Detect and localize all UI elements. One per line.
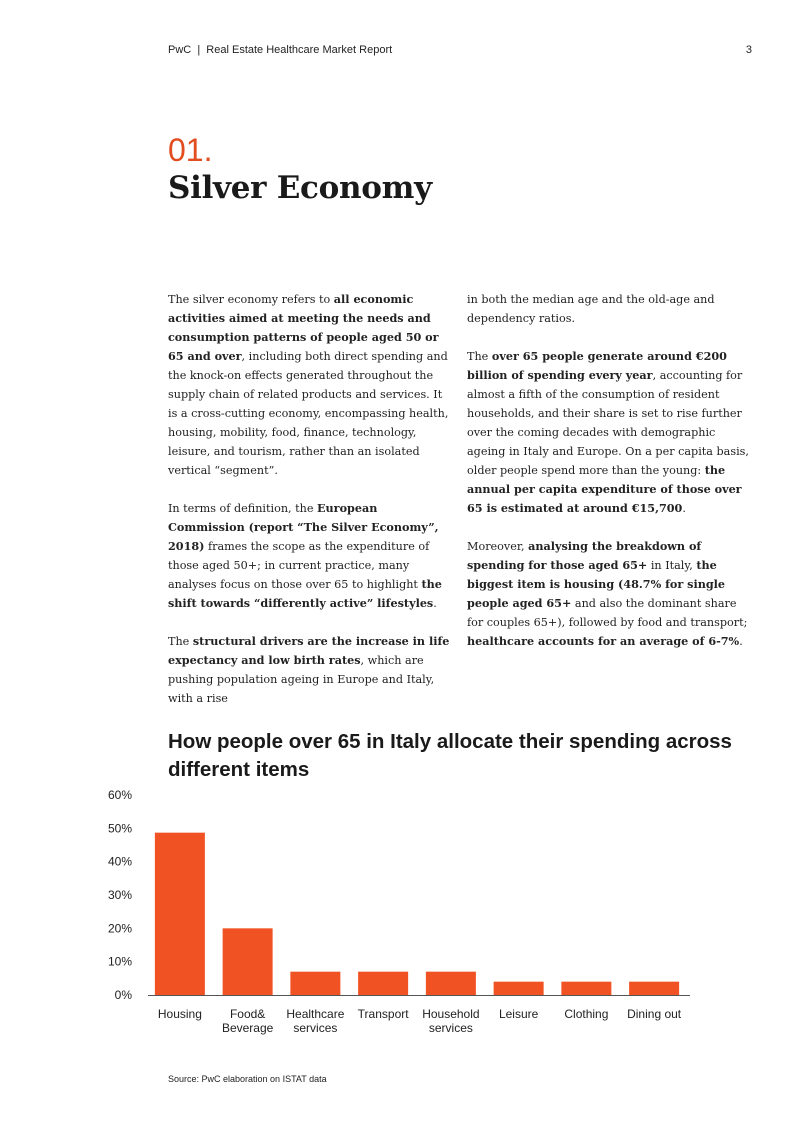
page-header <box>168 44 752 60</box>
bold-text: over 65 people generate around €200 billion of spending every year <box>467 349 727 382</box>
source-note: Source: PwC elaboration on ISTAT data <box>168 1074 327 1084</box>
x-tick-label: Household <box>422 1007 480 1021</box>
chart-canvas <box>0 780 800 1050</box>
bar <box>155 833 205 995</box>
paragraph <box>168 632 453 708</box>
x-tick-label: Beverage <box>221 1021 274 1035</box>
section-number: 01. <box>168 132 213 168</box>
bold-text: healthcare accounts for an average of 6-7% <box>467 634 740 648</box>
x-tick-label: Healthcare <box>286 1007 345 1021</box>
x-tick-label: services <box>428 1021 473 1035</box>
paragraph <box>467 290 752 328</box>
bold-text: European Commission (report “The Silver Economy”, 2018) <box>168 501 439 553</box>
text-run: . <box>682 502 686 515</box>
text-run: , including both direct spending and the knock-on effects generated throughout the supply chain of related products and services. It is a cross-cutting economy, encompassing health, housing, mobility, food, finance, technology, leisure, and tourism, rather than an isolated vertical “segment”. <box>168 350 449 477</box>
text-run: The <box>168 635 193 648</box>
text-run: , which are pushing population ageing in Europe and Italy, with a rise <box>168 654 435 705</box>
x-tick-label: Leisure <box>498 1007 539 1021</box>
bar <box>290 972 340 995</box>
text-run: in Italy, <box>647 559 697 572</box>
report-title: PwC | Real Estate Healthcare Market Report <box>168 44 393 56</box>
chart-title: How people over 65 in Italy allocate their spending across different items <box>168 730 732 781</box>
right-text-column <box>467 290 752 651</box>
bar-chart <box>0 780 800 1050</box>
x-tick-label: Dining out <box>627 1007 682 1021</box>
text-run: . <box>739 635 743 648</box>
x-tick-label: services <box>293 1021 338 1035</box>
text-run: frames the scope as the expenditure of those aged 50+; in current practice, many analyses focus on those over 65 to highlight <box>168 540 430 591</box>
paragraph <box>467 537 752 651</box>
y-tick-label: 0% <box>114 988 132 1002</box>
bar <box>561 982 611 995</box>
x-tick-label: Housing <box>157 1007 202 1021</box>
page-number: 3 <box>745 44 752 56</box>
text-run: The silver economy refers to <box>168 293 334 306</box>
y-tick-label: 10% <box>107 954 132 969</box>
text-run: Moreover, <box>467 540 529 553</box>
bold-text: analysing the breakdown of spending for those aged 65+ <box>467 539 702 572</box>
bold-text: structural drivers are the increase in life expectancy and low birth rates <box>168 634 450 667</box>
y-tick-label: 30% <box>107 888 132 902</box>
bold-text: the annual per capita expenditure of those over 65 is estimated at around €15,700 <box>467 463 742 515</box>
text-run: , accounting for almost a fifth of the consumption of resident households, and their share is set to rise further over the coming decades with demographic ageing in Italy and Europe. On a per capita basis, older people spend more than the young: <box>467 369 749 477</box>
bold-text: the biggest item is housing (48.7% for single people aged 65+ <box>467 558 726 610</box>
bold-text: the shift towards “differently active” lifestyles <box>168 577 442 610</box>
text-run: . <box>433 597 437 610</box>
x-tick-label: Food& <box>229 1007 266 1021</box>
y-tick-label: 50% <box>107 821 132 836</box>
y-tick-label: 40% <box>107 854 132 869</box>
y-tick-label: 60% <box>107 788 132 802</box>
bar <box>223 928 273 995</box>
text-run: and also the dominant share for couples 65+), followed by food and transport; <box>467 597 748 629</box>
x-tick-label: Clothing <box>564 1007 609 1021</box>
bar <box>426 972 476 995</box>
bar <box>358 972 408 995</box>
bar <box>494 982 544 995</box>
bar <box>629 982 679 995</box>
paragraph <box>168 290 453 480</box>
left-text-column <box>168 290 453 708</box>
text-run: The <box>467 350 492 363</box>
y-tick-label: 20% <box>107 921 132 936</box>
x-tick-label: Transport <box>357 1007 409 1021</box>
paragraph <box>467 347 752 518</box>
paragraph <box>168 499 453 613</box>
section-title: Silver Economy <box>168 170 432 206</box>
text-run: in both the median age and the old-age and dependency ratios. <box>467 293 715 325</box>
text-run: In terms of definition, the <box>168 502 318 515</box>
bold-text: all economic activities aimed at meeting the needs and consumption patterns of people aged 50 or 65 and over <box>168 292 439 363</box>
